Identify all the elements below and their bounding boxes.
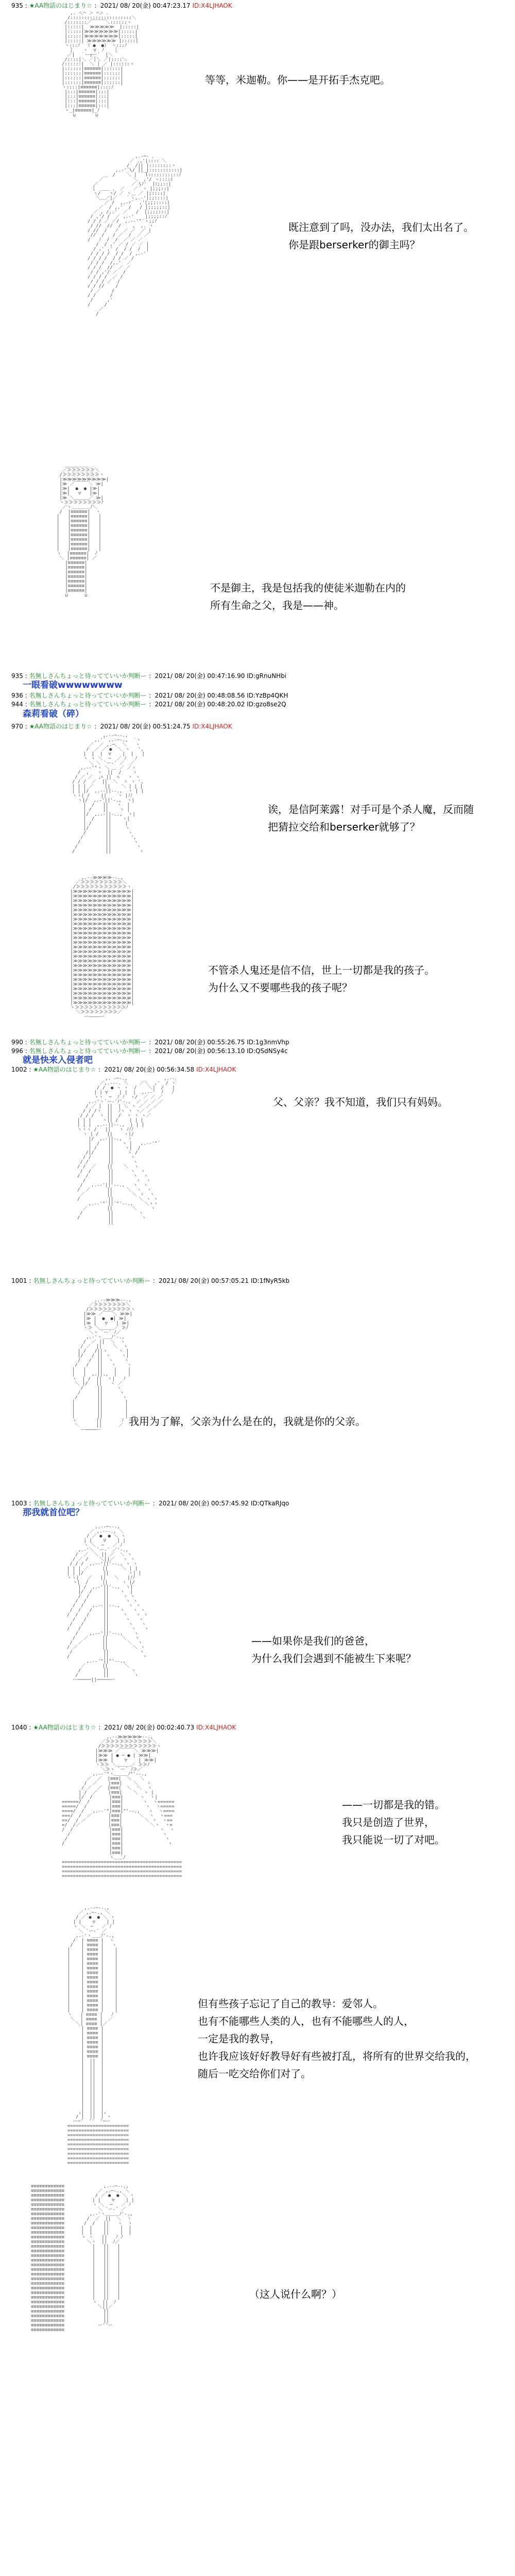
ascii-art-figure: ,.-‐≫≫≫≫‐-., ／≫≫≫≫≫≫≫≫≫＼ /≫≫≫≫≫≫≫≫≫≫≫ヽ |≫≫≫≫≫≫≫≫≫≫≫≫| |≫≫≫≫≫≫≫≫≫≫≫≫| |≫≫≫≫≫≫≫≫≫≫≫≫| |≫≫≫≫≫≫≫≫≫≫≫≫| |≫≫≫≫≫≫≫≫≫≫≫≫| |≫≫≫≫≫≫≫≫≫≫≫≫| |≫≫≫≫≫≫≫≫≫≫≫≫| |≫≫≫≫≫≫≫≫≫≫≫≫| |≫≫≫≫≫≫≫≫≫≫≫≫| |≫≫≫≫≫≫≫≫≫≫≫≫| |≫≫≫≫≫≫≫≫≫≫≫≫| |≫≫≫≫≫≫≫≫≫≫≫≫| |≫≫≫≫≫≫≫≫≫≫≫≫| |≫≫≫≫≫≫≫≫≫≫≫≫| |≫≫≫≫≫≫≫≫≫≫≫≫| |≫≫≫≫≫≫≫≫≫≫≫≫| |≫≫≫≫≫≫≫≫≫≫≫≫| |≫≫≫≫≫≫≫≫≫≫≫≫| |≫≫≫≫≫≫≫≫≫≫≫≫| |≫≫≫≫≫≫≫≫≫≫≫≫| |≫≫≫≫≫≫≫≫≫≫≫≫| |≫≫≫≫≫≫≫≫≫≫≫≫| |≫≫≫≫≫≫≫≫≫≫≫≫| |≫≫≫≫≫≫≫≫≫≫≫≫| |≫≫≫≫≫≫≫≫≫≫≫≫| ヽ≫≫≫≫≫≫≫≫≫≫≫ﾉ ＼≫≫≫≫≫≫≫≫／ ー――――ー [70, 876, 134, 1020]
post-date: ：2021/ 08/ 20(金) 00:02:40.73 [98, 1724, 195, 1731]
post-header [11, 1047, 288, 1055]
dialogue-line: 所有生命之父，我是——神。 [210, 599, 344, 612]
post-number: 944 : [11, 701, 27, 708]
ascii-art-figure: ,.-‐≫≫≫‐-., ／≫≫≫≫≫≫≫＼ /≫≫≫≫≫≫≫≫≫ヽ |≫≫ ／￣￣＼ ≫≫| |≫ | ● ●| ≫| |≫ | ▽ | ≫| ヽ≫ ＼＿＿＿／ ≫ﾉ ＼ヽ `ー´ ﾉ／ ,.-'ヽ＿＿ﾉ'-., / ／ || ＼ ヽ / ／ || ＼ ヽ | / /||ヽ ヽ | |/ / || ヽ ヽ| / / || ヽ ヽ / / || ヽ ヽ | | || | | | | ,.||., | | ヽ | / || ヽ| ﾉ ＼ |/ || ヽ ／ / || ヽ / || ヽ / || ヽ | || | | || | | || | | || | ヽ || ﾉ ＼ || ／ ー────ー [72, 1298, 135, 1433]
post-date: ：2021/ 08/ 20(金) 00:57:05.21 [152, 1277, 249, 1284]
dialogue-line: 父、父亲？我不知道，我们只有妈妈。 [273, 1096, 448, 1108]
ascii-art-figure: ,.-‐─‐-., ／ ,.-‐-., ＼ / ／ ● ● ＼ ヽ | | ▽ | | ヽ ＼ ─ ／ ﾉ ,.-'＼ `ー‐´ ／'-., / ／ ＼ || ／ ＼ ヽ / ／ / ＼||／ ヽ ヽ / / / ,.-‐'||'‐-., ヽ ヽ | | | ／ || ＼ | | | | |/ || ヽ| | ヽヽ| ／ || ＼ |ﾉﾉ ヽ| / || ヽ |/ | / ,.-'||'-., ヽ| |/ / || ヽ | / / || ヽ ヽ / / || ヽ ヽ / / ,.-‐||‐-., ヽ ヽ / / / || ヽ ヽ ヽ / / / || ヽ ヽ ヽ / / || ヽ ヽ / / || ヽ ヽ / / || ヽ ヽ / ,.-‐'||'‐-., ヽ / ／ || ＼ ヽ / ／ || ＼ ヽ / ／ || ＼ ヽ / || ヽ / || ヽ ,.-‐'"||"'‐-., ／ || ＼ / || ヽ / || ヽ ー─────||─────ー [67, 1525, 149, 1683]
poster-id[interactable]: ID:1g3nmVhp [247, 1039, 289, 1046]
dialogue-line: ——如果你是我们的爸爸， [251, 1635, 375, 1647]
post-number: 935 : [11, 672, 27, 680]
post-number: 935 : [11, 2, 27, 9]
dialogue-line: 一定是我的教导， [198, 2032, 280, 2045]
dialogue-line: 但有些孩子忘记了自己的教导：爱邻人。 [198, 1997, 383, 2010]
post-number: 1040 : [11, 1724, 31, 1731]
ascii-art-figure: ,. -─-., ,.--､ ／,.-‐-. ＼ ／＼ ,' / ヽ / / ● ヽ ヽ / ＼| / | | | ▽ | | | ,.-‐' ﾉ ﾉ ヽヽ ─ ﾉ ﾉ ヽ/ ／ ／ ／ ,.-'ヽ`ー‐´ﾉ'-., ／ ／ ／ ／ / ／ | || | ＼ ヽ ／ ／ ／ / / /ヽ || ﾉヽ ヽ ヽ／ ／ / / / ヽ || / ヽ ヽ ヽ／ | | | ヽ|| / | | | | | | ,.-‐||‐-., | | | ヽヽヽ / || ヽ ﾉﾉﾉ ヽ | / || ヽ|/ |/ ,.-||-., ヽ | / || ヽ | ,.-‐'"´ | / || ヽ| / /|/ || ヽ / / / || ヽ / / || ヽ / / ／ || ＼ ヽ / / || ヽ ヽ / / || ヽ ヽ / || ヽ ヽ / ,.-‐'||'‐-., ヽ ヽ / ／ || ＼ ヽ ヽ ／ || ＼ ヽ ヽ / || ＼ ヽ ヽ ,.-‐'"´||`"'‐-., ＼ヽヽ ／ || ＼ ヽ / || ヽ / || ヽ || [77, 1077, 178, 1225]
poster-name[interactable]: 名無しさんちょっと待ってていいか判断ー [33, 1277, 151, 1284]
poster-id[interactable]: ID:1fNyR5kb [250, 1277, 290, 1284]
dialogue-line: 也许我应该好好教导好有些被打乱，将所有的世界交给我的， [198, 2050, 476, 2062]
dialogue-line: ——一切都是我的错。 [342, 1799, 445, 1811]
reply-text: 就是快来入侵者吧 [23, 1055, 93, 1065]
poster-id[interactable]: ID:X4LJHAOK [192, 2, 232, 9]
post-date: ：2021/ 08/ 20(金) 00:56:13.10 [148, 1047, 245, 1055]
ascii-art-figure: ,.-‐≫≫≫≫≫‐-., ／≫≫≫≫≫≫≫≫≫≫＼ /≫≫≫≫≫≫≫≫≫≫≫≫ヽ |≫≫≫ ／￣￣￣＼ ≫≫≫| |≫≫ | ● ─ ● | ≫≫| |≫≫ | ▽ | ≫≫| ヽ≫≫ ＼＿＿＿／ ≫≫ﾉ ＼≫ヽ `ー´ ﾉ≫／ ,.-‐'"ヽ＿＿＿ﾉ"'‐-., ／ ／ |≡≡≡| ＼ ＼ / ／ |≡≡≡| ＼ ヽ / ／ ／ |≡≡≡| ＼ ＼ ヽ | / ／ |≡≡≡| ＼ ヽ | |/ / |≡≡≡| ヽ ヽ| ======/ / |≡≡≡| ヽ ヽ====== =====/ / |≡≡≡| ヽ ヽ===== ====/ / ,.-‐'"|≡≡≡|"'‐-., ヽ ヽ==== ===/ / ／ |≡≡≡| ＼ ヽ ヽ=== ==/ / ／ |≡≡≡| ＼ ヽ ヽ== =/ /／ |≡≡≡| ＼ヽ ヽ= / / |≡≡≡| ヽ ヽ / |≡≡≡| ヽ / |≡≡≡| ヽ / |≡≡≡| ヽ |≡≡≡| |≡≡≡| ヽ＿＿ﾉ =========================================== =========================================== =========================================== =========================================== [62, 1735, 182, 1879]
poster-name[interactable]: 名無しさんちょっと待ってていいか判断ー [29, 672, 147, 680]
reply-text: 一眼看破wwwwwwww [23, 680, 123, 690]
poster-name[interactable]: ★AA物語のはじまり☆ [29, 2, 92, 9]
post-date: ：2021/ 08/ 20(金) 00:57:45.92 [152, 1500, 249, 1507]
poster-name[interactable]: ★AA物語のはじまり☆ [29, 723, 92, 730]
post-header [11, 1500, 289, 1507]
reply-text: 那我就首位吧？ [23, 1507, 84, 1518]
dialogue-line: 把猜拉交给和berserker就够了？ [268, 821, 420, 833]
poster-name[interactable]: ★AA物語のはじまり☆ [33, 1724, 96, 1731]
poster-id[interactable]: ID:X4LJHAOK [196, 1066, 236, 1073]
post-date: ：2021/ 08/ 20(金) 00:48:20.02 [148, 701, 245, 708]
dialogue-line: 等等，米迦勒。你——是开拓手杰克吧。 [205, 74, 390, 86]
dialogue-line: 诶，是信阿莱露！对手可是个杀人魔，反而随 [268, 803, 474, 816]
post-number: 1003 : [11, 1500, 31, 1507]
dialogue-line: 为什么我们会遇到不能被生下来呢？ [251, 1652, 416, 1665]
post-date: ：2021/ 08/ 20(金) 00:55:26.75 [148, 1039, 245, 1046]
dialogue-line: （这人说什么啊？） [249, 2288, 342, 2300]
post-number: 996 : [11, 1047, 27, 1055]
poster-name[interactable]: ★AA物語のはじまり☆ [33, 1066, 96, 1073]
poster-name[interactable]: 名無しさんちょっと待ってていいか判断ー [29, 692, 147, 699]
post-number: 1001 : [11, 1277, 31, 1284]
post-number: 936 : [11, 692, 27, 699]
post-number: 990 : [11, 1039, 27, 1046]
post-header [11, 1724, 236, 1732]
post-date: ：2021/ 08/ 20(金) 00:48:08.56 [148, 692, 245, 699]
dialogue-line: 随后一吃交给你们对了。 [198, 2067, 311, 2080]
poster-name[interactable]: 名無しさんちょっと待ってていいか判断ー [29, 1039, 147, 1046]
post-header [11, 2, 232, 10]
dialogue-line: 你是跟berserker的御主吗？ [288, 239, 420, 251]
poster-id[interactable]: ID:YzBp4QKH [247, 692, 288, 699]
post-header [11, 723, 232, 731]
post-date: ：2021/ 08/ 20(金) 00:51:24.75 [94, 723, 191, 730]
dialogue-line: 我只是创造了世界， [342, 1816, 435, 1828]
post-number: 1002 : [11, 1066, 31, 1073]
ascii-art-figure: ＿＿＿＿＿ ／≫≫≫≫≫≫＼ /≫≫≫≫≫≫≫≫ヽ |≫≫≫≫≫≫≫≫≫| |≫ ／￣￣￣＼ ≫| |≫| ● ● |≫| |≫| ▽ |≫| |≫ ＼＿＿＿／ ≫| ヽ≫≫≫≫≫≫≫≫ﾉ ／ヽ＿＿＿＿ﾉ＼ / |≡≡≡≡≡≡| ヽ | |≡≡≡≡≡≡| | | |≡≡≡≡≡≡| | | |≡≡≡≡≡≡| | | |≡≡≡≡≡≡| | | |≡≡≡≡≡≡| | | |≡≡≡≡≡≡| | | |≡≡≡≡≡≡| | | |≡≡≡≡≡≡| | ヽ |≡≡≡≡≡≡| ﾉ ＼ |≡≡≡≡≡≡| ／ |≡≡≡≡≡≡| |≡≡≡≡≡≡| |≡≡≡≡≡≡| |≡≡≡≡≡≡| |≡≡≡≡≡≡| |≡≡≡≡≡≡| |≡≡≡≡≡≡| ∪ ∪ [57, 464, 109, 598]
poster-id[interactable]: ID:X4LJHAOK [192, 723, 232, 730]
post-date: ：2021/ 08/ 20(金) 00:47:16.90 [148, 672, 245, 680]
poster-name[interactable]: 名無しさんちょっと待ってていいか判断ー [33, 1500, 151, 1507]
dialogue-line: 不管杀人鬼还是信不信，世上一切都是我的孩子。 [208, 964, 435, 976]
reply-text: 森莉看破（碎） [23, 709, 84, 719]
poster-id[interactable]: ID:X4LJHAOK [196, 1724, 236, 1731]
poster-name[interactable]: 名無しさんちょっと待ってていいか判断ー [29, 701, 147, 708]
post-header [11, 701, 286, 708]
dialogue-line: 我用为了解，父亲为什么是在的，我就是你的父亲。 [129, 1415, 366, 1428]
post-header [11, 1277, 289, 1285]
post-header [11, 1039, 289, 1046]
ascii-art-figure: ,.-─- 、 ／ .,'|:::: ＼ / /|| |::::::::ヽ ,.-'´\/ ||_|:::::::::::| / ＼ | l:::::::::::ﾉ ／￣ ＼ ,'/ ヽ::::ｲ ／ ／ \ﾉ' |ﾐ;;::| ｛ ＿＿ 、 ／ ／｀ヽ |;;;::| ヽ/ ヽ/ ／ ヽ＿ ／ |;::::| ＼＿／|／ ｀ヽ,.-'|;;::::| ／ / ,.-ｧ´ ,'|;;;::::| ／ / ,.' / / |;;;;;::| ／ , /,.' ／ / |;;;;:::| / ,'/ / ／ ,.-' |;;;;::ﾉ / / / ／ ／/ ,.-‐'"´ヽ;;ﾉ / // // / , ,. ヽ / // / ﾉ ／ ／ ／ | // / / ／ / ／ ／ / ﾉ / / ／ ／ ／ / / ,' ／ / ／ ／ | / ,' ,' / / / / | / / / / / / / ,.-' / / / / / / ／ / / / / /,.' ／ / / / // ／ ／ / / ,'/ ／ / / / / / ／ / / / / ／ / / / // / / ／ / / / / / ,' / / ／ / [88, 155, 183, 317]
ascii-art-figure: ,.-‐─‐-., ,.'´ ,.-─-., `ヽ ／ ／ ,.─、 ＼ ヽ / ／ ／ ● ＼ ヽ ', | | | ▽ | | | ヽ ヽ ＼ ─ ／ ﾉ ﾉ ＼ ＼ `ー‐´ ／ ／ ,.-‐'"ヽ ＼ ＿ ／ ／ヽ / , ヽ || / ヽ / ／ ／ ,ﾍ || ﾍ ヽ ヽ / / / ／ || ＼ ヽ ヽ ', | | | ／ || ＼ | | | | | |/ ,.-‐||‐-., ヽ | | ヽヽ| / || ヽ |ﾉﾉ ヽ|/ ,.-'||'-., ヽ| | / || ヽ | | / || ヽ | |/ ,..-||-.., ヽ| | / || ヽ| | / || | |/ || ヽ / || ヽ / || ', / || ヽ / || ヽ / || ヽ [72, 734, 145, 854]
post-header [11, 1066, 236, 1074]
dialogue-line: 为什么又不要哪些我的孩子呢？ [208, 981, 352, 994]
poster-id[interactable]: ID:QTkaRJqo [250, 1500, 289, 1507]
poster-id[interactable]: ID:QSdNSy4c [247, 1047, 288, 1055]
poster-id[interactable]: ID:gzo8se2Q [247, 701, 286, 708]
post-date: ：2021/ 08/ 20(金) 00:47:23.17 [94, 2, 191, 9]
post-header [11, 672, 286, 680]
dialogue-line: 也有不能哪些人类的人，也有不能哪些人的人， [198, 2015, 414, 2027]
poster-id[interactable]: ID:gRnuNHbi [247, 672, 287, 680]
poster-name[interactable]: 名無しさんちょっと待ってていいか判断ー [29, 1047, 147, 1055]
dialogue-line: 我只能说一切了对吧。 [342, 1834, 445, 1846]
dialogue-line: 不是御主，我是包括我的使徒米迦勒在内的 [210, 582, 406, 594]
dialogue-line: 既注意到了吗，没办法，我们太出名了。 [288, 221, 474, 233]
post-date: ：2021/ 08/ 20(金) 00:56:34.58 [98, 1066, 195, 1073]
ascii-art-figure: ,. ＜⌒ ＞ ⌒＞ ､ /::::::::::::::::::::::＼ /:::::::／￣￣￣＼::::::ヽ |:::::| ≫≫≫≫≫ |:::::| |:::::|≫≫≫≫≫≫≫|:::::| |:::::|≫≫≫≫≫≫≫|:::::| |:::::| ≫≫≫≫≫≫ |:::::| ヽ:::ﾉ （ ● ●） ヽ:::ﾉ ｝ ヽ ▽ ﾉ ｛ ／| ｀ー┬ー´ |＼ /::::|＼ ／│＼ ／|::::＼ /::::::| ＼ │ ／ |::::::ヽ |::::::|≡≡≡≡≡≡|::::::| |::::::|≡≡≡≡≡≡|::::::| |::::::|≡≡≡≡≡≡|::::::| |::::::|≡≡≡≡≡≡|::::::| ヽ::::|≡≡≡≡≡≡|::::ﾉ |:::|≡≡≡≡≡≡|:::| |:::|≡≡≡≡≡≡|:::| |:::|≡≡≡≡≡≡|:::| |:::|≡≡≡≡≡≡|:::| ヽ_|≡≡≡≡≡≡|_ﾉ ∪ ∪ [62, 11, 140, 118]
ascii-art-figure: ,.-‐─‐-., ／ ,.─-., ＼ / ／ ● ● ＼ ヽ | | ▽ | | ヽ ＼ ─ ／ ﾉ ＼ `ー‐´ ／ ,.-'ヽ＿＿ﾉ'-., / | ≡≡≡≡ | ヽ / | ≡≡≡≡ | ヽ | | ≡≡≡≡ | | | | ≡≡≡≡ | | | | ≡≡≡≡ | | | | ≡≡≡≡ | | | | ≡≡≡≡ | | | | ≡≡≡≡ | | | | ≡≡≡≡ | | | | ≡≡≡≡ | | | | ≡≡≡≡ | | | | ≡≡≡≡ | | | | ≡≡≡≡ | | | | ≡≡≡≡ | | | | ≡≡≡≡ | | | | ≡≡≡≡ | | ヽ | ≡≡≡≡ | ﾉ ＼ | ≡≡≡≡ | ／ ＼| ≡≡≡≡ |／ | ≡≡≡≡ | | ≡≡≡≡ | | ≡≡≡≡ | | ≡≡≡≡ | | ≡≡≡≡ | | ≡≡≡≡ | | ≡≡≡≡ | | || | | || | | || | | || | | || | | || | | || | | || | | || | | || | | || | ,| || |, / | || | ヽ ー─' '' '─ー ====================== ====================== ====================== ====================== ====================== ====================== ====================== ====================== ====================== [67, 1906, 129, 2166]
post-number: 970 : [11, 723, 27, 730]
ascii-art-figure: ≡≡≡≡≡≡≡≡≡≡≡≡ ,.-‐─‐-., ≡≡≡≡≡≡≡≡≡≡≡≡ ／ ,.─-., ＼ ≡≡≡≡≡≡≡≡≡≡≡≡ / ／ ● ● ＼ ヽ ≡≡≡≡≡≡≡≡≡≡≡≡ | | ▽ | | ≡≡≡≡≡≡≡≡≡≡≡≡ ヽ ＼ ─ ／ ﾉ ≡≡≡≡≡≡≡≡≡≡≡≡ ＼ `ー‐´ ／ ≡≡≡≡≡≡≡≡≡≡≡≡ ,.-'ヽ＿＿＿ﾉ'-., ≡≡≡≡≡≡≡≡≡≡≡≡ / ／ || ＼ ヽ ≡≡≡≡≡≡≡≡≡≡≡≡ / / || ヽ ヽ ≡≡≡≡≡≡≡≡≡≡≡≡ | | || | | ≡≡≡≡≡≡≡≡≡≡≡≡ | | || | | ≡≡≡≡≡≡≡≡≡≡≡≡ ヽ ヽ || ﾉ ﾉ ≡≡≡≡≡≡≡≡≡≡≡≡ ＼ヽ || ﾉ／ ≡≡≡≡≡≡≡≡≡≡≡≡ | || | ≡≡≡≡≡≡≡≡≡≡≡≡ | || | ≡≡≡≡≡≡≡≡≡≡≡≡ | || | ≡≡≡≡≡≡≡≡≡≡≡≡ | || | ≡≡≡≡≡≡≡≡≡≡≡≡ | || | ≡≡≡≡≡≡≡≡≡≡≡≡ | || | ≡≡≡≡≡≡≡≡≡≡≡≡ | || | ≡≡≡≡≡≡≡≡≡≡≡≡ | || | ≡≡≡≡≡≡≡≡≡≡≡≡ | || | ≡≡≡≡≡≡≡≡≡≡≡≡ | || | ≡≡≡≡≡≡≡≡≡≡≡≡ | || | ≡≡≡≡≡≡≡≡≡≡≡≡ | || | ≡≡≡≡≡≡≡≡≡≡≡≡ ヽ || ﾉ ≡≡≡≡≡≡≡≡≡≡≡≡ ＼||／ ≡≡≡≡≡≡≡≡≡≡≡≡ || ≡≡≡≡≡≡≡≡≡≡≡≡ || ≡≡≡≡≡≡≡≡≡≡≡≡ || ≡≡≡≡≡≡≡≡≡≡≡≡ ー''ー ≡≡≡≡≡≡≡≡≡≡≡≡ [31, 2184, 134, 2333]
post-header [11, 692, 288, 700]
